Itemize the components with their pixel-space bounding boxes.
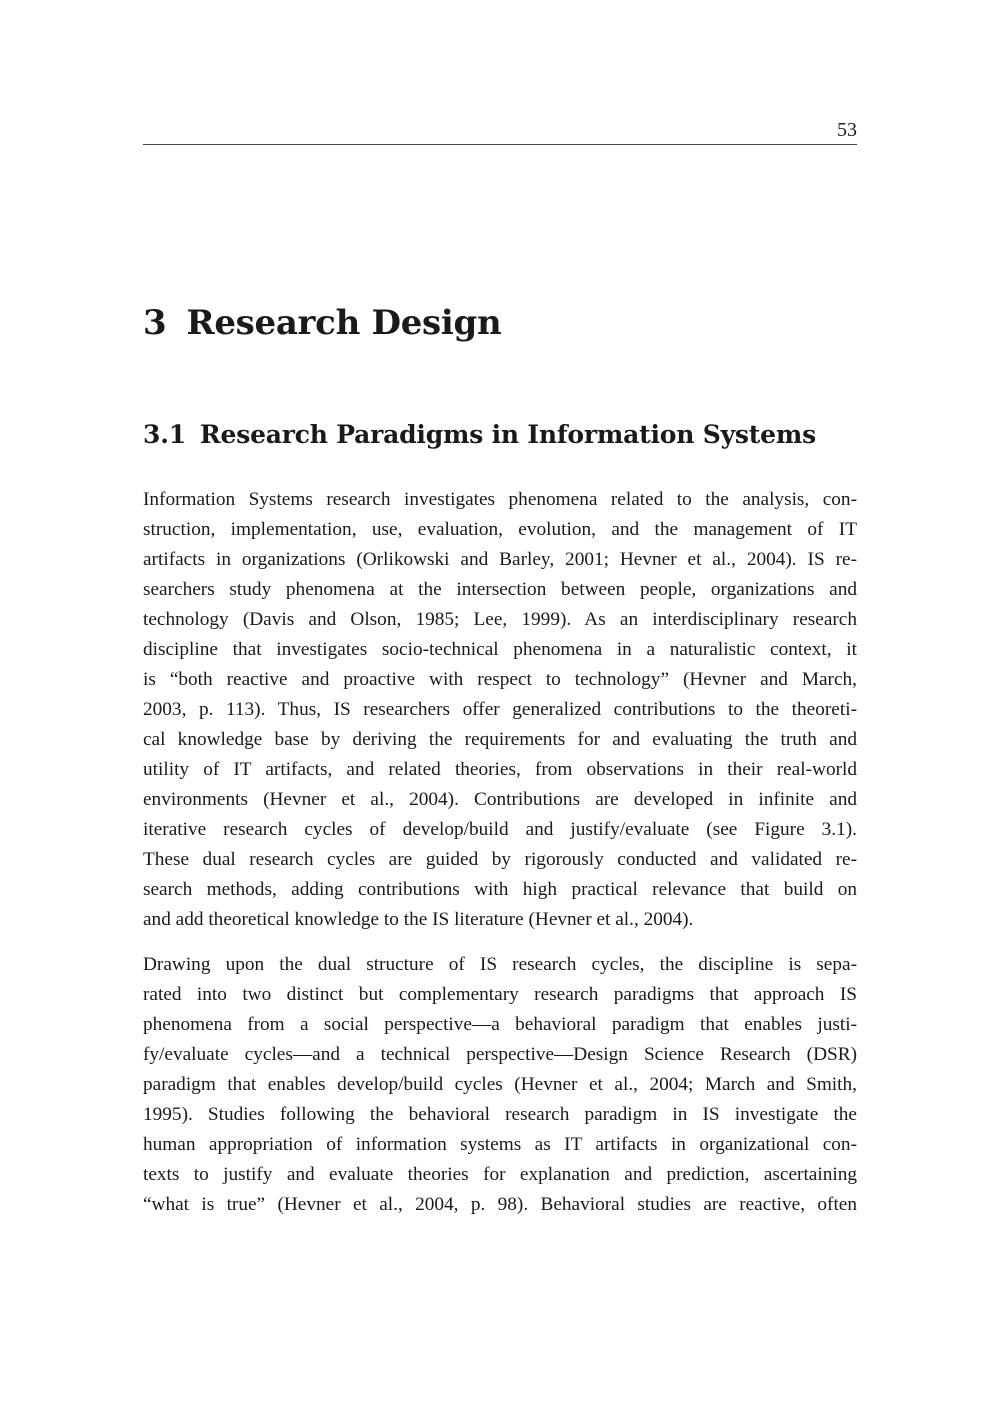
text-line: is “both reactive and proactive with respect to technology” (Hevner and March, (143, 669, 857, 690)
text-line: artifacts in organizations (Orlikowski and Barley, 2001; Hevner et al., 2004). IS re- (143, 549, 857, 570)
chapter-number: 3 (143, 303, 167, 343)
text-line: Drawing upon the dual structure of IS research cycles, the discipline is sepa- (143, 954, 857, 975)
text-line: utility of IT artifacts, and related theories, from observations in their real-world (143, 759, 857, 780)
text-line: struction, implementation, use, evaluation, evolution, and the management of IT (143, 519, 857, 540)
paragraph-1 (143, 485, 857, 935)
text-line: and add theoretical knowledge to the IS literature (Hevner et al., 2004). (143, 909, 694, 930)
text-line: human appropriation of information systems as IT artifacts in organizational con- (143, 1134, 857, 1155)
section-title (143, 416, 816, 454)
section-number: 3.1 (143, 420, 186, 449)
text-line: “what is true” (Hevner et al., 2004, p. 98). Behavioral studies are reactive, often (143, 1194, 857, 1215)
text-line: paradigm that enables develop/build cycles (Hevner et al., 2004; March and Smith, (143, 1074, 857, 1095)
section-title-text: Research Paradigms in Information Systems (199, 420, 816, 449)
text-line: fy/evaluate cycles—and a technical perspective—Design Science Research (DSR) (143, 1044, 857, 1065)
chapter-title-text: Research Design (186, 303, 502, 343)
text-line: technology (Davis and Olson, 1985; Lee, 1999). As an interdisciplinary research (143, 609, 857, 630)
text-line: iterative research cycles of develop/build and justify/evaluate (see Figure 3.1). (143, 819, 857, 840)
header-rule (143, 144, 857, 145)
text-line: cal knowledge base by deriving the requirements for and evaluating the truth and (143, 729, 857, 750)
page-number: 53 (837, 119, 857, 141)
text-line: environments (Hevner et al., 2004). Contributions are developed in infinite and (143, 789, 857, 810)
text-line: texts to justify and evaluate theories for explanation and prediction, ascertaining (143, 1164, 857, 1185)
text-line: search methods, adding contributions with high practical relevance that build on (143, 879, 857, 900)
text-line: discipline that investigates socio-technical phenomena in a naturalistic context, it (143, 639, 857, 660)
text-line: 1995). Studies following the behavioral research paradigm in IS investigate the (143, 1104, 857, 1125)
text-line: These dual research cycles are guided by rigorously conducted and validated re- (143, 849, 857, 870)
text-line: 2003, p. 113). Thus, IS researchers offer generalized contributions to the theoreti- (143, 699, 857, 720)
text-line: rated into two distinct but complementary research paradigms that approach IS (143, 984, 857, 1005)
chapter-title (143, 298, 501, 348)
paragraph-2 (143, 950, 857, 1220)
text-line: Information Systems research investigates phenomena related to the analysis, con- (143, 489, 857, 510)
text-line: phenomena from a social perspective—a behavioral paradigm that enables justi- (143, 1014, 857, 1035)
text-line: searchers study phenomena at the intersection between people, organizations and (143, 579, 857, 600)
